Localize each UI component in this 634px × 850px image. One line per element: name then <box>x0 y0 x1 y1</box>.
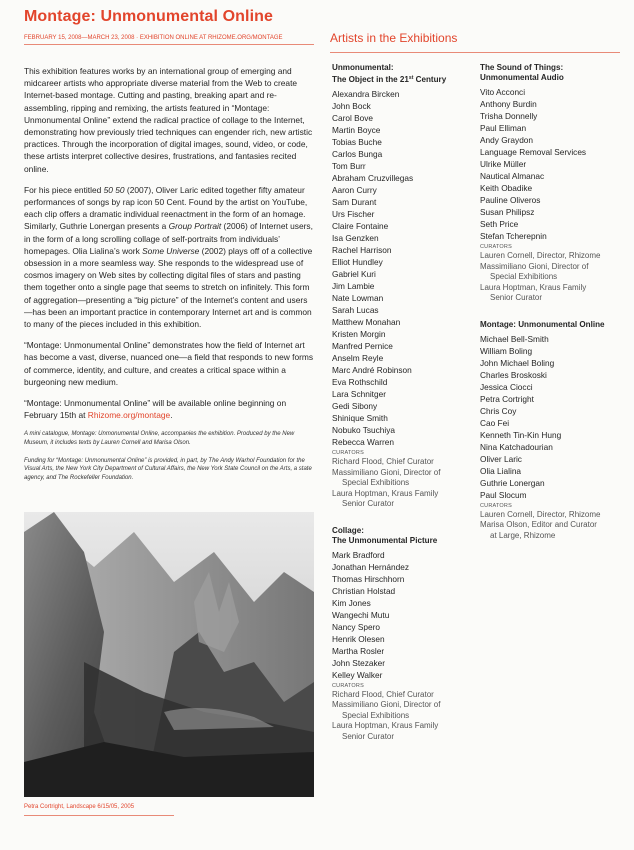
artist-name: Shinique Smith <box>332 413 388 423</box>
artist-name: Kelley Walker <box>332 669 383 680</box>
caption-divider <box>24 815 174 816</box>
artist-name: Carol Bove <box>332 113 374 123</box>
artist-name: Christian Holstad <box>332 585 396 596</box>
section-title: Unmonumental: The Object in the 21st Century <box>332 63 447 84</box>
section-collage <box>332 526 472 743</box>
artists-divider <box>330 52 620 53</box>
artist-name: Claire Fontaine <box>332 221 389 231</box>
catalogue-note: A mini catalogue, Montage: Unmonumental Online, accompanies the exhibition. Produced by the New Museum, it includes texts by Lauren Cornell and Marisa Olson. <box>24 431 295 447</box>
curators-label: CURATORS <box>332 450 364 456</box>
curators-label: CURATORS <box>332 682 364 689</box>
artist-name: Eva Rothschild <box>332 377 388 387</box>
section-title: Collage: The Unmonumental Picture <box>332 525 438 545</box>
artist-name: Tobias Buche <box>332 137 382 147</box>
artist-name: Oliver Laric <box>480 453 522 464</box>
artist-name: Thomas Hirschhorn <box>332 573 405 584</box>
curator-entry: Richard Flood, Chief Curator <box>332 457 434 466</box>
artist-name: Sarah Lucas <box>332 305 379 315</box>
artist-name: John Bock <box>332 101 371 111</box>
section-sound <box>480 63 625 304</box>
artist-name: John Michael Boling <box>480 357 555 368</box>
artist-name: Keith Obadike <box>480 183 533 193</box>
artist-name: Nina Katchadourian <box>480 441 553 452</box>
artist-name: Elliot Hundley <box>332 257 383 267</box>
artist-name: Rebecca Warren <box>332 437 394 447</box>
rhizome-link[interactable]: Rhizome.org/montage <box>87 410 171 421</box>
artist-name: Michael Bell-Smith <box>480 333 549 344</box>
title-divider <box>24 44 314 45</box>
artist-name: Trisha Donnelly <box>480 111 538 121</box>
artist-name: Pauline Oliveros <box>480 195 541 205</box>
artist-name: Stefan Tcherepnin <box>480 231 547 241</box>
paragraph-4: “Montage: Unmonumental Online” will be available online beginning on February 15th at Rhizome.org/montage. <box>24 398 287 421</box>
artist-name: Lara Schnitger <box>332 389 386 399</box>
artist-name: Martin Boyce <box>332 125 381 135</box>
artist-name: Charles Broskoski <box>480 369 547 380</box>
artist-name: Gedi Sibony <box>332 401 378 411</box>
work-title: Group Portrait <box>168 221 222 232</box>
artist-name: Alexandra Bircken <box>332 89 400 99</box>
paragraph-2: For his piece entitled 50 50 (2007), Oliver Laric edited together fifty amateur performances of songs by rap icon 50 Cent. Found by the artist on YouTube, each clip offers a dramatic individual reenactment in the form of an homage. Similarly, Guthrie Lonergan presents a Group Portrait (2006) of Internet users, in the form of a long scrolling collage of self-portraits from individuals’ homepages. Olia Lialina’s work Some Universe (2002) plays off of a collective obsession in a more seamless way. She responds to the widespread use of cosmos imagery on Web sites by collecting digital files of stars and pasting them together onto a single page that seems to stretch on infinitely. This form of aggregation—presenting a “big picture” of the Internet’s content and users—has been an important practice in contemporary Internet art and is common to many of the pieces included in this exhibition. <box>24 184 313 330</box>
artist-name: Carlos Bunga <box>332 149 383 159</box>
artist-name: Paul Slocum <box>480 489 527 500</box>
artist-name: Mark Bradford <box>332 549 385 560</box>
curator-entry: Laura Hoptman, Kraus Family Senior Curator <box>332 488 439 508</box>
artists-column-left <box>332 63 472 758</box>
artist-name: Manfred Pernice <box>332 341 393 351</box>
artist-name: Matthew Monahan <box>332 317 401 327</box>
section-online <box>480 320 625 542</box>
intro-text <box>24 65 315 491</box>
section-title: The Sound of Things: Unmonumental Audio <box>480 63 564 82</box>
artist-name: Ulrike Müller <box>480 159 527 169</box>
artist-name: Nate Lowman <box>332 293 384 303</box>
curator-entry: Massimiliano Gioni, Director of Special Exhibitions <box>332 467 441 487</box>
paragraph-1: This exhibition features works by an international group of emerging and midcareer artists who appropriate diverse material from the Web to create Internet-based montage. Cutting and pasting, breaking apart and re-assembling, ripping and remixing, the artists featured in “Montage: Unmonumental Online” extend the radical practice of collage to the Internet, demonstrating how previously tried techniques can engender rich, new artistic practices. Through the incorporation of digital images, sound, video, or code, these artists interpret collective desires, frustrations, and fantasies recited online. <box>24 66 313 174</box>
artist-name: Marc André Robinson <box>332 365 412 375</box>
curator-list <box>332 690 472 743</box>
artist-name: Urs Fischer <box>332 209 375 219</box>
artist-list <box>332 549 472 681</box>
artists-column-right <box>480 63 625 557</box>
section-title: Montage: Unmonumental Online <box>480 319 605 329</box>
curator-entry: Lauren Cornell, Director, Rhizome <box>480 509 601 519</box>
artist-name: John Stezaker <box>332 657 386 668</box>
artist-name: Nobuko Tsuchiya <box>332 425 396 435</box>
page-title: Montage: Unmonumental Online <box>24 8 274 25</box>
artist-name: Jim Lambie <box>332 281 375 291</box>
funding-note: Funding for “Montage: Unmonumental Online” is provided, in part, by The Andy Warhol Foundation for the Visual Arts, the New York City Department of Cultural Affairs, the New York State Council on the Arts, a state agency, and The Rockefeller Foundation. <box>24 457 312 481</box>
paragraph-3: “Montage: Unmonumental Online” demonstrates how the field of Internet art has become a vast, diverse, nuanced one—a field that responds to new forms of commerce, identity, and culture, and creates a critical space within a burgeoning new medium. <box>24 340 314 387</box>
curator-entry: Massimiliano Gioni, Director of Special Exhibitions <box>332 700 441 720</box>
curator-list <box>332 457 472 510</box>
artist-name: Gabriel Kuri <box>332 269 376 279</box>
artist-name: Petra Cortright <box>480 393 534 404</box>
artist-name: Isa Genzken <box>332 233 379 243</box>
curator-entry: Massimiliano Gioni, Director of Special Exhibitions <box>480 261 589 281</box>
artist-name: Tom Burr <box>332 161 366 171</box>
artist-name: William Boling <box>480 345 533 356</box>
photo-caption: Petra Cortright, Landscape 6/15/05, 2005 <box>24 804 135 810</box>
artist-name: Kenneth Tin-Kin Hung <box>480 429 562 440</box>
artist-name: Chris Coy <box>480 405 517 416</box>
artist-name: Wangechi Mutu <box>332 609 390 620</box>
artist-name: Abraham Cruzvillegas <box>332 173 414 183</box>
artist-name: Vito Acconci <box>480 87 526 97</box>
date-and-url-line: FEBRUARY 15, 2008—MARCH 23, 2008 · EXHIBITION ONLINE AT RHIZOME.ORG/MONTAGE <box>24 35 283 41</box>
artist-name: Jessica Ciocci <box>480 381 533 392</box>
curator-entry: Lauren Cornell, Director, Rhizome <box>480 251 601 260</box>
artist-name: Nautical Almanac <box>480 171 545 181</box>
work-title: Some Universe <box>142 245 200 256</box>
artist-name: Anselm Reyle <box>332 353 384 363</box>
artists-heading: Artists in the Exhibitions <box>330 31 458 45</box>
artist-name: Sam Durant <box>332 197 377 207</box>
artist-name: Jonathan Hernández <box>332 561 410 572</box>
artist-name: Kristen Morgin <box>332 329 386 339</box>
artist-list <box>332 88 472 448</box>
artist-name: Nancy Spero <box>332 621 380 632</box>
section-object <box>332 63 472 510</box>
artist-name: Rachel Harrison <box>332 245 392 255</box>
curator-entry: Laura Hoptman, Kraus Family Senior Curator <box>480 282 587 302</box>
artist-name: Henrik Olesen <box>332 633 385 644</box>
artist-name: Andy Graydon <box>480 135 534 145</box>
curator-entry: Laura Hoptman, Kraus Family Senior Curator <box>332 721 439 741</box>
curators-label: CURATORS <box>480 244 512 250</box>
artist-name: Seth Price <box>480 219 519 229</box>
artist-name: Kim Jones <box>332 597 371 608</box>
artist-name: Olia Lialina <box>480 465 522 476</box>
artist-name: Language Removal Services <box>480 147 587 157</box>
artist-name: Anthony Burdin <box>480 99 537 109</box>
curator-list <box>480 251 625 304</box>
artist-name: Guthrie Lonergan <box>480 477 545 488</box>
curator-list <box>480 510 625 542</box>
artist-list <box>480 86 625 242</box>
curator-entry: Richard Flood, Chief Curator <box>332 689 434 699</box>
curator-entry: Marisa Olson, Editor and Curator at Large, Rhizome <box>480 520 597 540</box>
artist-name: Martha Rosler <box>332 645 385 656</box>
curators-label: CURATORS <box>480 502 512 509</box>
artist-name: Cao Fei <box>480 417 510 428</box>
landscape-photo <box>24 512 314 797</box>
work-title: 50 50 <box>103 184 125 195</box>
artist-list <box>480 333 625 501</box>
artist-name: Susan Philipsz <box>480 207 535 217</box>
artist-name: Paul Elliman <box>480 123 527 133</box>
artist-name: Aaron Curry <box>332 185 377 195</box>
